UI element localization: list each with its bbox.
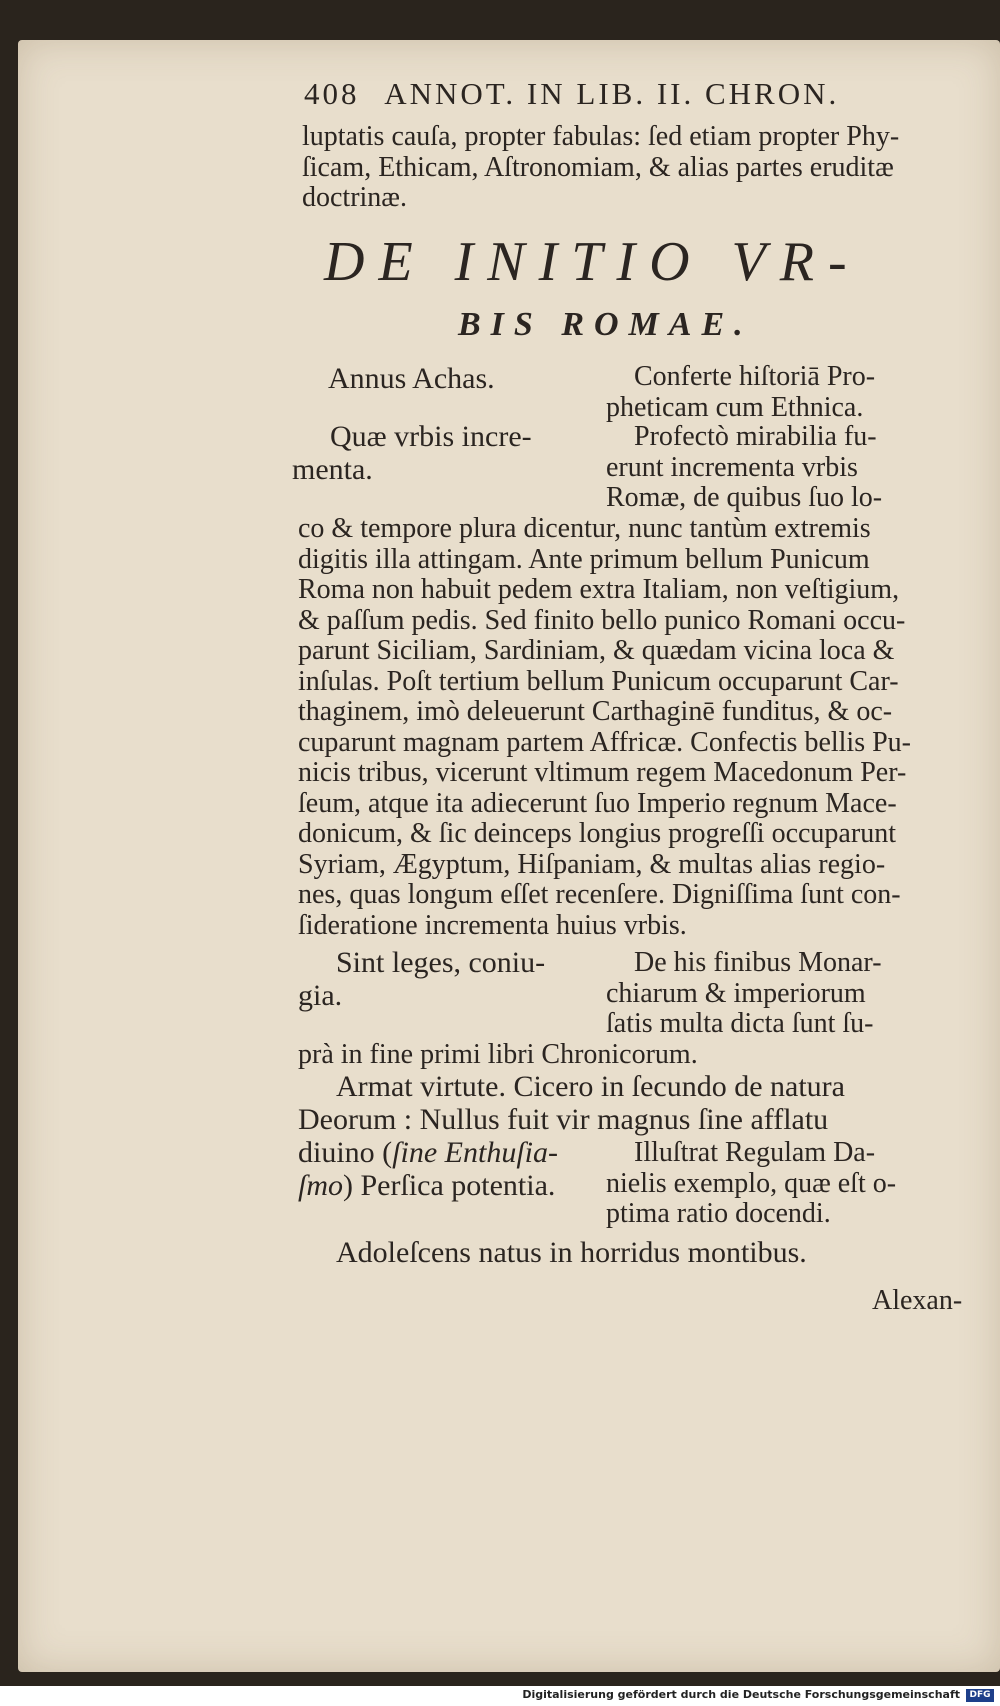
italic-span: ſmo	[298, 1169, 343, 1202]
marginal-note	[606, 948, 882, 1040]
text-line	[298, 1136, 558, 1169]
text-line: & paſſum pedis. Sed finito bello punico Romani occu-	[298, 604, 906, 636]
text-line: prà in fine primi libri Chronicorum.	[298, 1039, 698, 1070]
marginal-note	[606, 1138, 896, 1230]
text-line: Profectò mirabilia fu-	[634, 421, 877, 452]
text-line: Roma non habuit pedem extra Italiam, non veſtigium,	[298, 574, 900, 605]
text-line: parunt Siciliam, Sardiniam, & quædam vicina loca &	[298, 635, 895, 666]
intro-paragraph	[302, 122, 899, 214]
text-line: pheticam cum Ethnica.	[606, 391, 864, 423]
commentary-paragraph	[298, 514, 911, 941]
dfg-logo: DFG	[966, 1689, 994, 1702]
text-line: cuparunt magnam partem Affricæ. Confectis bellis Pu-	[298, 726, 912, 758]
lemma-urbis-incrementa	[292, 420, 532, 486]
commentary-paragraph	[298, 1070, 845, 1136]
text-line: menta.	[292, 453, 373, 486]
page-header	[304, 76, 839, 112]
marginal-note	[606, 362, 875, 423]
text-line: digitis illa attingam. Ante primum bellum Punicum	[298, 543, 870, 575]
funding-credit: Digitalisierung gefördert durch die Deutsche Forschungsgemeinschaft	[522, 1688, 960, 1701]
marginal-note	[606, 422, 882, 514]
text-line: thaginem, imò deleuerunt Carthaginē funditus, & oc-	[298, 696, 893, 727]
text-line: Deorum : Nullus fuit vir magnus ſine afflatu	[298, 1103, 829, 1136]
text-line: Sint leges, coniu-	[336, 946, 546, 979]
text-line: ſicam, Ethicam, Aſtronomiam, & alias partes eruditæ	[302, 151, 894, 183]
lemma-annus-achas: Annus Achas.	[328, 362, 495, 395]
text-line: ſatis multa dicta ſunt ſu-	[606, 1008, 874, 1039]
text-line: ſeum, atque ita adiecerunt ſuo Imperio regnum Mace-	[298, 787, 897, 819]
commentary-paragraph	[298, 1040, 698, 1071]
text-line: nielis exemplo, quæ eſt o-	[606, 1167, 897, 1199]
text-line: doctrinæ.	[302, 182, 407, 213]
page-number: 408	[304, 76, 360, 111]
text-line: luptatis cauſa, propter fabulas: ſed etiam propter Phy-	[302, 121, 900, 152]
chapter-title-line1: DE INITIO VR-	[324, 231, 861, 293]
text-line: Conferte hiſtoriā Pro-	[634, 361, 876, 392]
catchword: Alexan-	[872, 1285, 963, 1316]
text-line: ptima ratio docendi.	[606, 1198, 831, 1229]
commentary-paragraph: Adoleſcens natus in horridus montibus.	[336, 1236, 807, 1269]
text-line: gia.	[298, 979, 343, 1012]
text-line: ſideratione incrementa huius vrbis.	[298, 909, 687, 941]
text-line: Armat virtute. Cicero in ſecundo de natura	[336, 1070, 845, 1103]
digitization-footer	[0, 1686, 1000, 1706]
text-line: nes, quas longum eſſet recenſere. Digniſſima ſunt con-	[298, 879, 901, 910]
text-line: Syriam, Ægyptum, Hiſpaniam, & multas alias regio-	[298, 848, 886, 880]
text-span: diuino (	[298, 1136, 393, 1169]
chapter-title-line2: BIS ROMAE.	[458, 306, 753, 343]
text-line: Quæ vrbis incre-	[330, 420, 532, 453]
running-title: ANNOT. IN LIB. II. CHRON.	[384, 76, 840, 111]
text-line: chiarum & imperiorum	[606, 977, 866, 1009]
text-line	[298, 1169, 558, 1202]
lemma-sint-leges	[298, 946, 545, 1012]
text-line: erunt incrementa vrbis	[606, 451, 858, 483]
text-line: co & tempore plura dicentur, nunc tantùm extremis	[298, 513, 871, 544]
text-line: nicis tribus, vicerunt vltimum regem Macedonum Per-	[298, 757, 907, 788]
text-line: De his finibus Monar-	[634, 947, 882, 978]
lemma-persica-potentia	[298, 1136, 558, 1202]
italic-span: ſine Enthuſia-	[392, 1136, 558, 1169]
book-page	[18, 40, 1000, 1672]
text-line: Illuſtrat Regulam Da-	[634, 1137, 876, 1168]
text-span: ) Perſica potentia.	[343, 1169, 556, 1202]
text-line: inſulas. Poſt tertium bellum Punicum occuparunt Car-	[298, 665, 899, 697]
text-line: Romæ, de quibus ſuo lo-	[606, 482, 883, 513]
text-line: donicum, & ſic deinceps longius progreſſi occuparunt	[298, 818, 896, 849]
